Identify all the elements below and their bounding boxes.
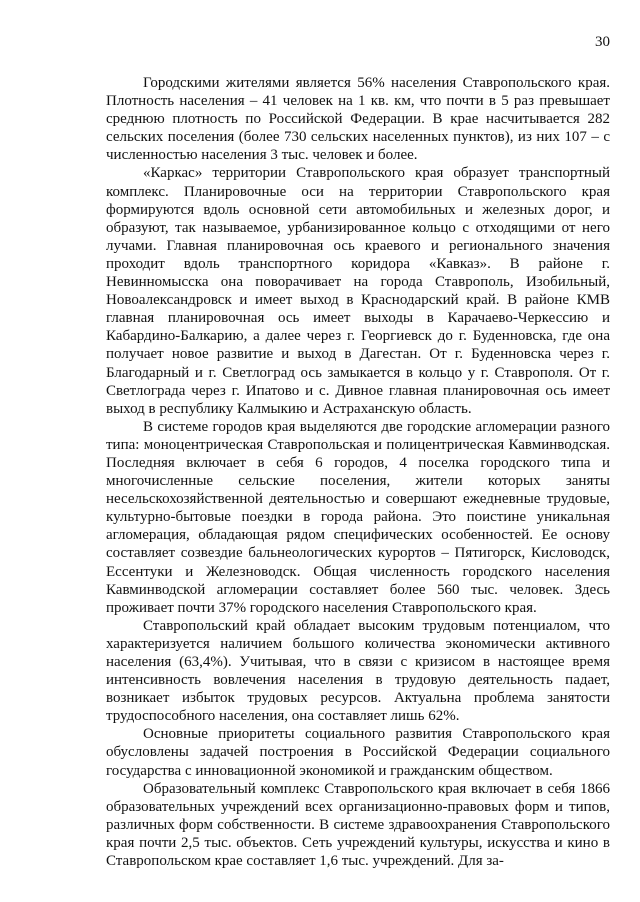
page-number: 30 (595, 34, 610, 50)
paragraph-transport-framework: «Каркас» территории Ставропольского края образует транспортный комплекс. Планировочные оси на территории Ставропольского края формируются вдоль основной сети автомобильных и железных дорог, и образуют, так называемое, урбанизированное кольцо с отходящими от него лучами. Главная планировочная ось краевого и регионального значения проходит вдоль транспортного коридора «Кавказ». В районе г. Невинномысска она поворачивает на города Ставрополь, Изобильный, Новоалександровск и имеет выход в Краснодарский край. В районе КМВ главная планировочная ось имеет выходы в Карачаево-Черкессию и Кабардино-Балкарию, а далее через г. Георгиевск до г. Буденновска, где она получает новое развитие и выход в Дагестан. От г. Буденновска через г. Благодарный и г. Светлоград ось замыкается в кольцо у г. Ставрополя. От г. Светлограда через г. Ипатово и с. Дивное главная планировочная ось имеет выход в республику Калмыкию и Астраханскую область. (106, 165, 610, 417)
paragraph-urban-population: Городскими жителями является 56% населения Ставропольского края. Плотность населения – 41 человек на 1 кв. км, что почти в 5 раз превышает среднюю плотность по Российской Федерации. В крае насчитывается 282 сельских поселения (более 730 сельских населенных пунктов), из них 107 – с численностью населения 3 тыс. человек и более. (106, 75, 610, 164)
paragraph-social-priorities: Основные приоритеты социального развития Ставропольского края обусловлены задачей построения в Российской Федерации социального государства с инновационной экономикой и гражданским обществом. (106, 726, 610, 779)
document-text (106, 74, 610, 870)
paragraph-education-health-culture: Образовательный комплекс Ставропольского края включает в себя 1866 образовательных учреждений всех организационно-правовых форм и типов, различных форм собственности. В системе здравоохранения Ставропольского края почти 2,5 тыс. объектов. Сеть учреждений культуры, искусства и кино в Ставропольском крае составляет 1,6 тыс. учреждений. Для за- (106, 780, 610, 870)
paragraph-labor-potential: Ставропольский край обладает высоким трудовым потенциалом, что характеризуется наличием большого количества экономически активного населения (63,4%). Учитывая, что в связи с кризисом в настоящее время интенсивность вовлечения населения в трудовую деятельность падает, возникает избыток трудовых ресурсов. Актуальна проблема занятости трудоспособного населения, она составляет лишь 62%. (106, 617, 610, 725)
paragraph-agglomerations: В системе городов края выделяются две городские агломерации разного типа: моноцентрическая Ставропольская и полицентрическая Кавминводская. Последняя включает в себя 6 городов, 4 поселка городского типа и многочисленные сельские поселения, жители которых заняты несельскохозяйственной деятельностью и совершают ежедневные трудовые, культурно-бытовые поездки в города района. Это поистине уникальная агломерация, обладающая рядом специфических особенностей. Ее основу составляет созвездие бальнеологических курортов – Пятигорск, Кисловодск, Ессентуки и Железноводск. Общая численность городского населения Кавминводской агломерации составляет более 560 тыс. человек. Здесь проживает почти 37% городского населения Ставропольского края. (106, 418, 610, 616)
